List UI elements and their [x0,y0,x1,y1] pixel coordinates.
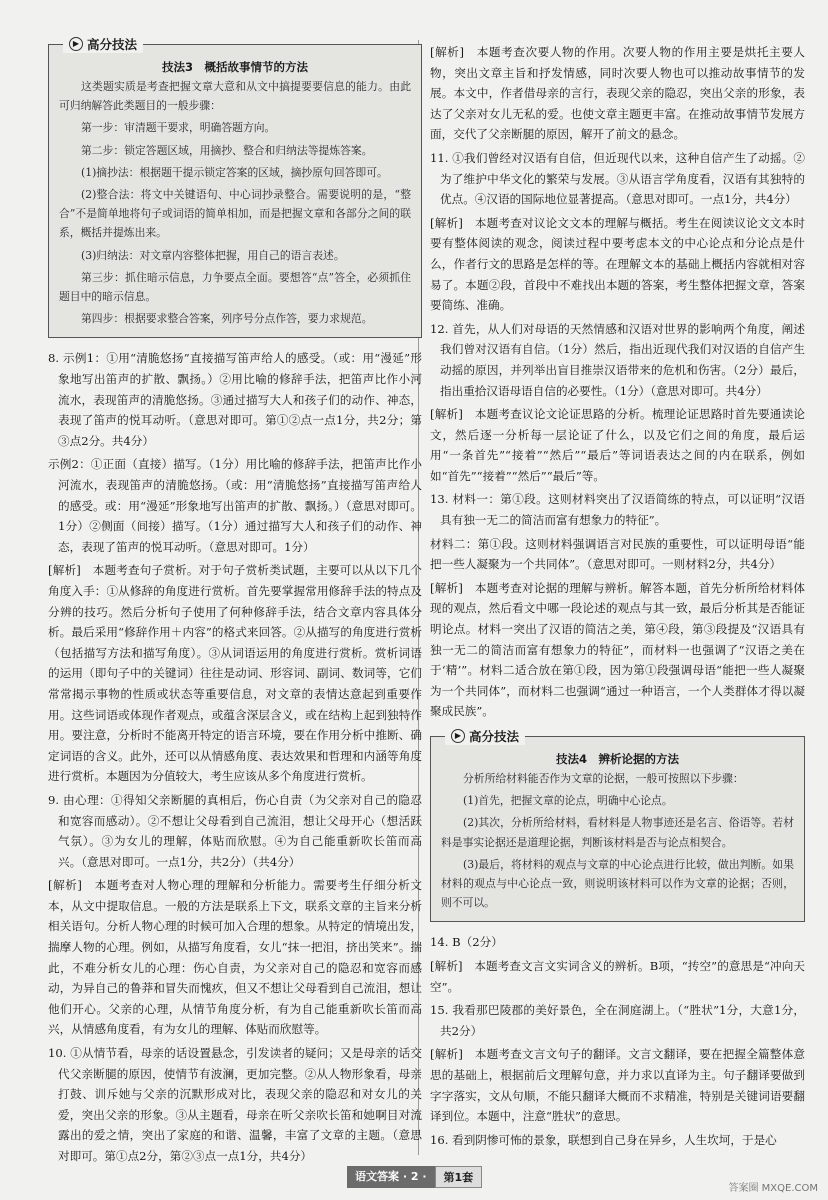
analysis-paragraph: [解析] 本题考查对议论文文本的理解与概括。考生在阅读议论文文本时要有整体阅读的观念，阅读过程中要考虑本文的中心论点和分论点是什么，作者行文的思路是怎样的等。在理解文本的基础上概括内容就相对容易了。本题②段，首段中不难找出本题的答案，考生整体把握文章，答案要简练、准确。 [430,215,805,313]
tip-box-4 [430,729,805,922]
tip-line: (1)首先，把握文章的论点，明确中心论点。 [463,794,673,808]
answer-paragraph: 15. 我看那巴陵郡的美好景色，全在洞庭湖上。（“胜状”1分，大意1分，共2分） [430,1003,805,1038]
analysis-paragraph: [解析] 本题考查文言文句子的翻译。文言文翻译，要在把握全篇整体意思的基础上，根据前后文理解句意，并力求以直译为主。句子翻译要做到字字落实，文从句顺，不能只翻译大概而不求精准，特别是关键词语要翻译到位。本题中，注意“胜状”的意思。 [430,1047,805,1124]
answer-paragraph: 12. 首先，从人们对母语的天然情感和汉语对世界的影响两个角度，阐述我们曾对汉语有自信。（1分）然后，指出近现代我们对汉语的自信产生动摇的原因，并列举出盲目推崇汉语带来的危机和伤害。（2分）最后，指出重拾汉语母语自信的必要性。（1分）（意思对即可。共4分） [430,321,805,398]
answer-paragraph: 11. ①我们曾经对汉语有自信，但近现代以来，这种自信产生了动摇。②为了维护中华文化的繁荣与发展。③从语言学角度看，汉语有其独特的优点。④汉语的国际地位显著提高。（意思对即可。一点1分，共4分） [430,150,805,207]
tip-line: 分析所给材料能否作为文章的论据，一般可按照以下步骤： [463,772,744,785]
answer-paragraph: 示例2：①正面（直接）描写。（1分）用比喻的修辞手法，把笛声比作小河流水，表现笛声的清脆悠扬。（或：用“清脆悠扬”直接描写笛声给人的感受。或：用“漫延”形象地写出笛声的扩散、飘扬。）（意思对即可。1分）②侧面（间接）描写。（1分）通过描写大人和孩子们的动作、神态，表现了笛声的悦耳动听。（意思对即可。1分） [48,457,422,554]
left-column [48,37,422,1170]
tip-title: 技法4 辨析论据的方法 [555,752,679,766]
analysis-paragraph: [解析] 本题考查对论据的理解与辨析。解答本题，首先分析所给材料体现的观点，然后看文中哪一段论述的观点与其一致，最后分析其是否能证明论点。材料一突出了汉语的简洁之美，第④段，第③段提及“汉语具有独一无二的简洁而富有想象力的特征”，而材料一也强调了“汉语之美在于‘精’”。材料二适合放在第①段，因为第①段强调母语“能把一些人凝聚为一个共同体”，而材料二也强调“通过一种语言，一个人类群体才得以凝聚成民族”。 [430,580,805,719]
tip-header [63,35,143,53]
answer-paragraph: 9. 由心理：①得知父亲断腿的真相后，伤心自责（为父亲对自己的隐忍和宽容而感动）。②不想让父母看到自己流泪，想让父母开心（想活跃气氛）。③为女儿的理解，体贴而欣慰。④为自己能重新吹长笛而高兴。（意思对即可。一点1分，共2分）（共4分） [48,792,422,869]
tip-line: (2)整合法：将文中关键语句、中心词抄录整合。需要说明的是，“整合”不是简单地将句子或词语的简单相加，而是把握文章和各部分之间的联系，概括并提炼出来。 [59,188,411,240]
analysis-paragraph: [解析] 本题考查句子赏析。对于句子赏析类试题，主要可以从以下几个角度入手：①从修辞的角度进行赏析。首先要掌握常用修辞手法的特点及分辨的技巧。然后分析句子使用了何种修辞手法，结合文章内容具体分析。最后采用“修辞作用＋内容”的格式来回答。②从描写的角度进行赏析（包括描写方法和描写角度）。③从词语运用的角度进行赏析。赏析词语的运用（即句子中的关键词）往往是动词、形容词、副词、数词等，它们常常揭示事物的性质或状态等重要信息，对文章的表情达意起到重要作用。这些词语或体现作者观点，或蕴含深层含义，或在结构上起到独特作用。要注意，分析时不能离开特定的语言环境，要在作用分析中推断、确定词语的含义。此外，还可以从情感角度、表达效果和哲理和内涵等角度进行赏析。本题因为分值较大，考生应该从多个角度进行赏析。 [48,563,422,784]
watermark-logo: 答案圈 MXQE.COM [728,1183,818,1194]
tip-header-label: 高分技法 [469,729,520,744]
analysis-paragraph: [解析] 本题考查议论文论证思路的分析。梳理论证思路时首先要通读论文，然后逐一分析每一层论证了什么，以及它们之间的角度，最后运用“一条首先”“接着”“然后”“最后”等词语表达之间的内在联系，例如如“首先”“接着”“然后”“最后”等。 [430,407,805,483]
tip-header-label: 高分技法 [87,37,138,52]
arrow-circle-icon: ▶ [451,729,465,743]
answer-paragraph: 10. ①从情节看，母亲的话设置悬念，引发读者的疑问；又是母亲的话交代父亲断腿的原因，使情节有波澜，更加完整。②从人物形象看，母亲打鼓、训斥她与父亲的沉默形成对比，表现父亲的隐忍和对女儿的关爱，突出父亲的形象。③从主题看，母亲在听父亲吹长笛和她啊目对流露出的爱之情，突出了家庭的和谐、温馨，丰富了文章的主题。（意思对即可。第①点2分，第②③点一点1分，共4分） [48,1046,422,1163]
tip-line: 第二步：锁定答题区域，用摘抄、整合和归纳法等提炼答案。 [81,143,373,157]
analysis-paragraph: [解析] 本题考查文言文实词含义的辨析。B项，“抟空”的意思是“冲向天空”。 [430,959,805,994]
answer-paragraph: 13. 材料一：第①段。这则材料突出了汉语简练的特点，可以证明“汉语具有独一无二的简洁而富有想象力的特征”。 [430,492,805,528]
tip-line: (1)摘抄法：根据题干提示锁定答案的区域，摘抄原句回答即可。 [81,165,388,179]
answer-paragraph: 8. 示例1：①用“清脆悠扬”直接描写笛声给人的感受。（或：用“漫延”形象地写出笛声的扩散、飘扬。）②用比喻的修辞手法，把笛声比作小河流水，表现笛声的清脆悠扬。③通过描写大人和孩子们的动作、神态，表现了笛声的悦耳动听。（意思对即可。第①②点一点1分，共2分；第③点2分。共4分） [48,351,422,448]
footer-subject: 语文答案 · 2 · [347,1166,435,1188]
right-column [430,42,805,1153]
answer-paragraph: 材料二：第①段。这则材料强调语言对民族的重要性，可以证明母语“能把一些人凝聚为一个共同体”。（意思对即可。一则材料2分，共4分） [430,536,805,572]
answer-paragraph: 16. 看到阴惨可怖的景象，联想到自己身在异乡，人生坎坷，于是心 [430,1132,777,1147]
arrow-circle-icon: ▶ [69,37,83,51]
tip-box-3 [48,37,422,338]
tip-title: 技法3 概括故事情节的方法 [161,60,308,74]
answer-paragraph: 14. B（2分） [430,935,503,950]
tip-line: (3)最后，将材料的观点与文章的中心论点进行比较，做出判断。如果材料的观点与中心论点一致，则说明该材料可以作为文章的论据；否则，则不可以。 [441,857,794,910]
tip-header [445,727,525,745]
analysis-paragraph: [解析] 本题考查次要人物的作用。次要人物的作用主要是烘托主要人物，突出文章主旨和抒发情感，同时次要人物也可以推动故事情节的发展。本文中，作者借母亲的言行，表现父亲的隐忍，突出父亲的形象，表达了父亲对女儿无私的爱。也使文章主题更丰富。在推动故事情节发展方面，交代了父亲断腿的原因，解开了前文的悬念。 [430,45,805,142]
tip-line: 第四步：根据要求整合答案，列序号分点作答，要力求规范。 [81,312,373,326]
tip-line: (2)其次，分析所给材料，看材料是人物事迹还是名言、俗语等。若材料是事实论据还是道理论据，判断该材料是否与论点相契合。 [441,816,794,849]
tip-line: 这类题实质是考查把握文章大意和从文中搞提要要信息的能力。由此可归纳解答此类题目的一般步骤： [59,80,411,113]
page-footer [347,1166,482,1188]
tip-line: (3)归纳法：对文章内容整体把握，用自己的语言表述。 [81,248,345,262]
analysis-paragraph: [解析] 本题考查对人物心理的理解和分析能力。需要考生仔细分析文本，从文中提取信息。一般的方法是联系上下文，联系文章的主旨来分析相关语句。分析人物心理的时候可加入合理的想象。从特定的情境出发，揣摩人物的心理。例如，从描写角度看，女儿“抹一把泪，挤出笑来”。揣此，不难分析女儿的心理：伤心自责，为父亲对自己的隐忍和宽容而感动，为异自己的鲁莽和冒失而愧疚，但又不想让父母看到自己流泪，想让他们开心。父亲的心理，从情节角度分析，有为自己能重新吹长笛而高兴，从情感角度看，有为女儿的理解、体贴而欣慰等。 [48,878,422,1037]
footer-set: 第1套 [435,1166,483,1188]
tip-line: 第一步：审清题干要求，明确答题方向。 [81,121,276,135]
tip-line: 第三步：抓住暗示信息，力争要点全面。要想答“点”答全，必须抓住题目中的暗示信息。 [59,270,411,304]
